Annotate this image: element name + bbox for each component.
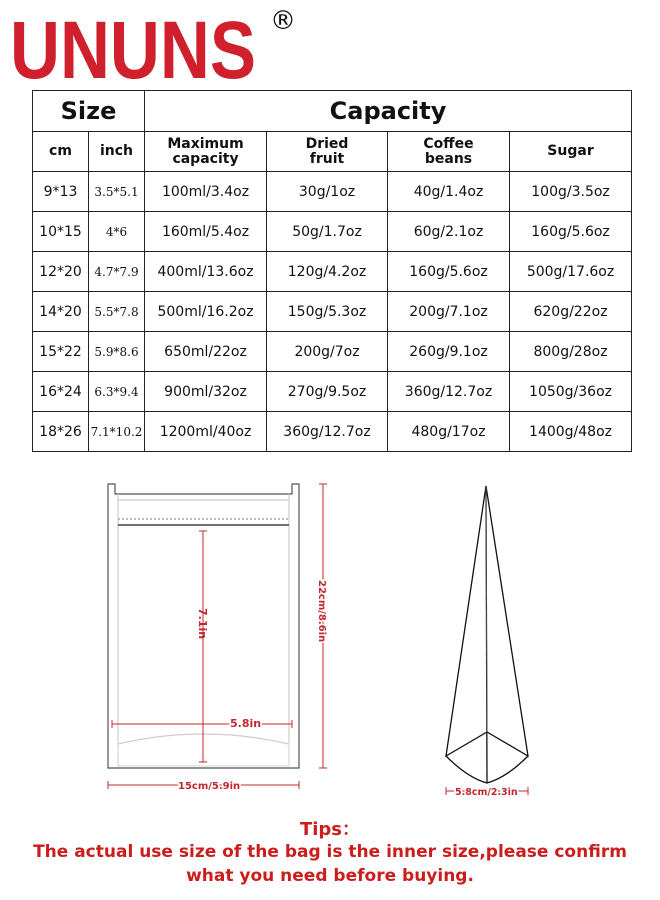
cell-dried: 120g/4.2oz (267, 252, 388, 292)
header-inch: inch (89, 132, 145, 172)
cell-cm: 16*24 (33, 372, 89, 412)
cell-coffee: 200g/7.1oz (388, 292, 510, 332)
header-coffee-line1: Coffee (423, 135, 474, 152)
table-row (33, 292, 632, 332)
header-dried-line1: Dried (305, 135, 349, 152)
header-dried-line2: fruit (309, 150, 345, 167)
cell-dried: 30g/1oz (267, 172, 388, 212)
cell-max: 1200ml/40oz (145, 412, 267, 452)
cell-coffee: 360g/12.7oz (388, 372, 510, 412)
cell-inch: 3.5*5.1 (89, 172, 145, 212)
cell-sugar: 500g/17.6oz (510, 252, 632, 292)
bag-dimension-diagram (0, 470, 660, 810)
header-size: Size (33, 91, 145, 132)
brand-logo (10, 8, 260, 84)
header-max-line1: Maximum (167, 135, 244, 152)
table-row (33, 212, 632, 252)
cell-inch: 6.3*9.4 (89, 372, 145, 412)
header-max-capacity (145, 132, 267, 172)
cell-dried: 150g/5.3oz (267, 292, 388, 332)
capacity-table (32, 90, 632, 452)
cell-inch: 4*6 (89, 212, 145, 252)
cell-coffee: 480g/17oz (388, 412, 510, 452)
cell-cm: 10*15 (33, 212, 89, 252)
cell-max: 100ml/3.4oz (145, 172, 267, 212)
cell-cm: 18*26 (33, 412, 89, 452)
outer-height-label: 22cm/8.6in (316, 580, 327, 643)
header-sugar: Sugar (510, 132, 632, 172)
header-capacity: Capacity (145, 91, 632, 132)
cell-dried: 270g/9.5oz (267, 372, 388, 412)
cell-inch: 4.7*7.9 (89, 252, 145, 292)
header-dried-fruit (267, 132, 388, 172)
ununs-logo-graphic (10, 8, 260, 84)
tips-line-1: The actual use size of the bag is the inner size,please confirm (33, 842, 627, 862)
table-row (33, 332, 632, 372)
cell-sugar: 1400g/48oz (510, 412, 632, 452)
cell-max: 650ml/22oz (145, 332, 267, 372)
cell-max: 500ml/16.2oz (145, 292, 267, 332)
cell-max: 900ml/32oz (145, 372, 267, 412)
cell-sugar: 800g/28oz (510, 332, 632, 372)
inner-height-label: 7.1in (196, 608, 209, 640)
registered-mark: ® (270, 6, 296, 36)
header-max-line2: capacity (172, 150, 239, 167)
cell-inch: 7.1*10.2 (89, 412, 145, 452)
header-coffee-line2: beans (424, 150, 473, 167)
bag-side-view (446, 486, 528, 783)
cell-inch: 5.5*7.8 (89, 292, 145, 332)
table-row (33, 252, 632, 292)
tips-title: Tips： (299, 819, 361, 840)
cell-sugar: 160g/5.6oz (510, 212, 632, 252)
cell-coffee: 260g/9.1oz (388, 332, 510, 372)
cell-cm: 14*20 (33, 292, 89, 332)
logo-text: UNUNS (10, 8, 256, 84)
cell-dried: 50g/1.7oz (267, 212, 388, 252)
cell-coffee: 160g/5.6oz (388, 252, 510, 292)
cell-coffee: 60g/2.1oz (388, 212, 510, 252)
inner-width-label: 5.8in (230, 717, 262, 730)
cell-sugar: 100g/3.5oz (510, 172, 632, 212)
cell-max: 160ml/5.4oz (145, 212, 267, 252)
cell-dried: 360g/12.7oz (267, 412, 388, 452)
cell-inch: 5.9*8.6 (89, 332, 145, 372)
gusset-width-label: 5.8cm/2.3in (455, 787, 518, 798)
header-coffee-beans (388, 132, 510, 172)
outer-width-label: 15cm/5.9in (178, 781, 241, 792)
cell-max: 400ml/13.6oz (145, 252, 267, 292)
inner-height-dimension (199, 531, 207, 762)
cell-sugar: 1050g/36oz (510, 372, 632, 412)
header-cm: cm (33, 132, 89, 172)
cell-cm: 12*20 (33, 252, 89, 292)
cell-cm: 15*22 (33, 332, 89, 372)
cell-sugar: 620g/22oz (510, 292, 632, 332)
table-row (33, 412, 632, 452)
cell-coffee: 40g/1.4oz (388, 172, 510, 212)
cell-cm: 9*13 (33, 172, 89, 212)
tips-line-2: what you need before buying. (186, 866, 474, 886)
inner-width-dimension (112, 720, 292, 728)
table-row (33, 172, 632, 212)
cell-dried: 200g/7oz (267, 332, 388, 372)
table-row (33, 372, 632, 412)
